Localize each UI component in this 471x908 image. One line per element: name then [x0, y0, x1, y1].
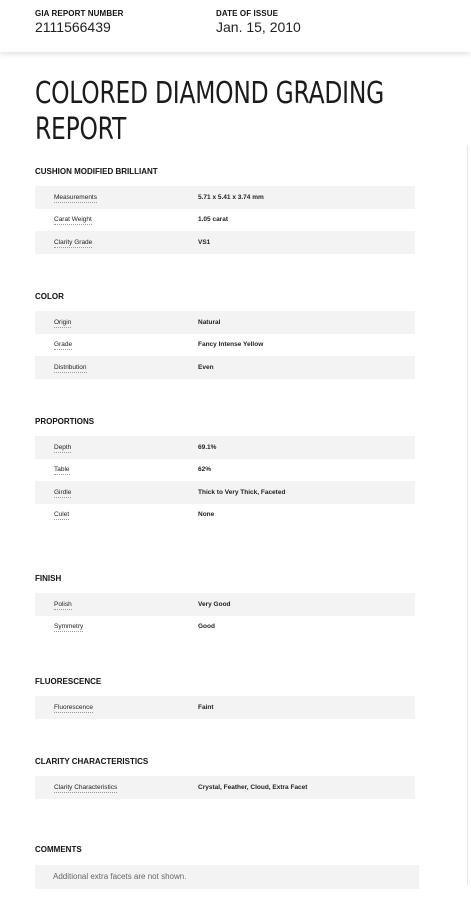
row-label[interactable]: Distribution [54, 363, 87, 371]
row-label[interactable]: Clarity Grade [54, 238, 93, 246]
table-row [35, 356, 415, 379]
row-label[interactable]: Polish [54, 600, 72, 608]
section-title: COLOR [35, 292, 64, 301]
page-title [35, 76, 409, 148]
section-color [35, 289, 415, 379]
row-label[interactable]: Culet [54, 511, 70, 519]
table-row [35, 436, 415, 459]
row-label[interactable]: Table [54, 466, 70, 474]
scroll-track [467, 145, 468, 885]
row-value: Very Good [198, 600, 231, 608]
row-label[interactable]: Measurements [54, 193, 97, 201]
section-shape [35, 164, 415, 254]
comment-text: Additional extra facets are not shown. [35, 865, 419, 889]
page-title-line-1: COLORED DIAMOND GRADING [35, 76, 385, 111]
date-of-issue: Jan. 15, 2010 [216, 19, 301, 35]
row-value: Even [198, 363, 214, 371]
section-title: PROPORTIONS [35, 417, 95, 426]
row-value: Faint [198, 703, 214, 711]
table-row [35, 231, 415, 254]
section-title: FINISH [35, 574, 62, 583]
row-value: Natural [198, 318, 221, 326]
section-title: CLARITY CHARACTERISTICS [35, 757, 149, 766]
report-number-block [35, 9, 124, 35]
row-value: 62% [198, 466, 212, 474]
row-value: 69.1% [198, 443, 217, 451]
table-row [35, 209, 415, 232]
table-row [35, 504, 415, 527]
section-title: CUSHION MODIFIED BRILLIANT [35, 167, 158, 176]
row-label[interactable]: Depth [54, 443, 72, 451]
row-value: Fancy Intense Yellow [198, 341, 264, 349]
section-clarity-characteristics [35, 754, 415, 799]
row-value: Crystal, Feather, Cloud, Extra Facet [198, 783, 308, 791]
date-of-issue-label: DATE OF ISSUE [216, 9, 279, 18]
row-label[interactable]: Grade [54, 341, 73, 349]
row-label[interactable]: Girdle [54, 488, 72, 496]
row-value: 1.05 carat [198, 216, 228, 224]
table-row [35, 459, 415, 482]
report-header-bar [0, 0, 471, 52]
row-value: None [198, 511, 215, 519]
table-row [35, 334, 415, 357]
row-value: VS1 [198, 238, 211, 246]
table-row [35, 776, 415, 799]
table-row [35, 186, 415, 209]
row-label[interactable]: Symmetry [54, 623, 84, 631]
row-value: Thick to Very Thick, Faceted [198, 488, 286, 496]
row-label[interactable]: Clarity Characteristics [54, 783, 118, 791]
table-row [35, 696, 415, 719]
row-value: Good [198, 623, 215, 631]
table-row [35, 311, 415, 334]
report-number-label: GIA REPORT NUMBER [35, 9, 124, 18]
row-label[interactable]: Fluorescence [54, 703, 94, 711]
section-proportions [35, 414, 415, 526]
date-of-issue-block [216, 9, 301, 35]
row-value: 5.71 x 5.41 x 3.74 mm [198, 193, 264, 201]
section-comments [35, 842, 415, 858]
page-title-line-2: REPORT [35, 112, 127, 147]
section-finish [35, 571, 415, 638]
section-title: FLUORESCENCE [35, 677, 102, 686]
report-number: 2111566439 [35, 19, 111, 35]
table-row [35, 593, 415, 616]
section-title: COMMENTS [35, 845, 82, 854]
section-fluorescence [35, 674, 415, 719]
table-row [35, 481, 415, 504]
row-label[interactable]: Carat Weight [54, 216, 92, 224]
row-label[interactable]: Origin [54, 318, 72, 326]
table-row [35, 616, 415, 639]
